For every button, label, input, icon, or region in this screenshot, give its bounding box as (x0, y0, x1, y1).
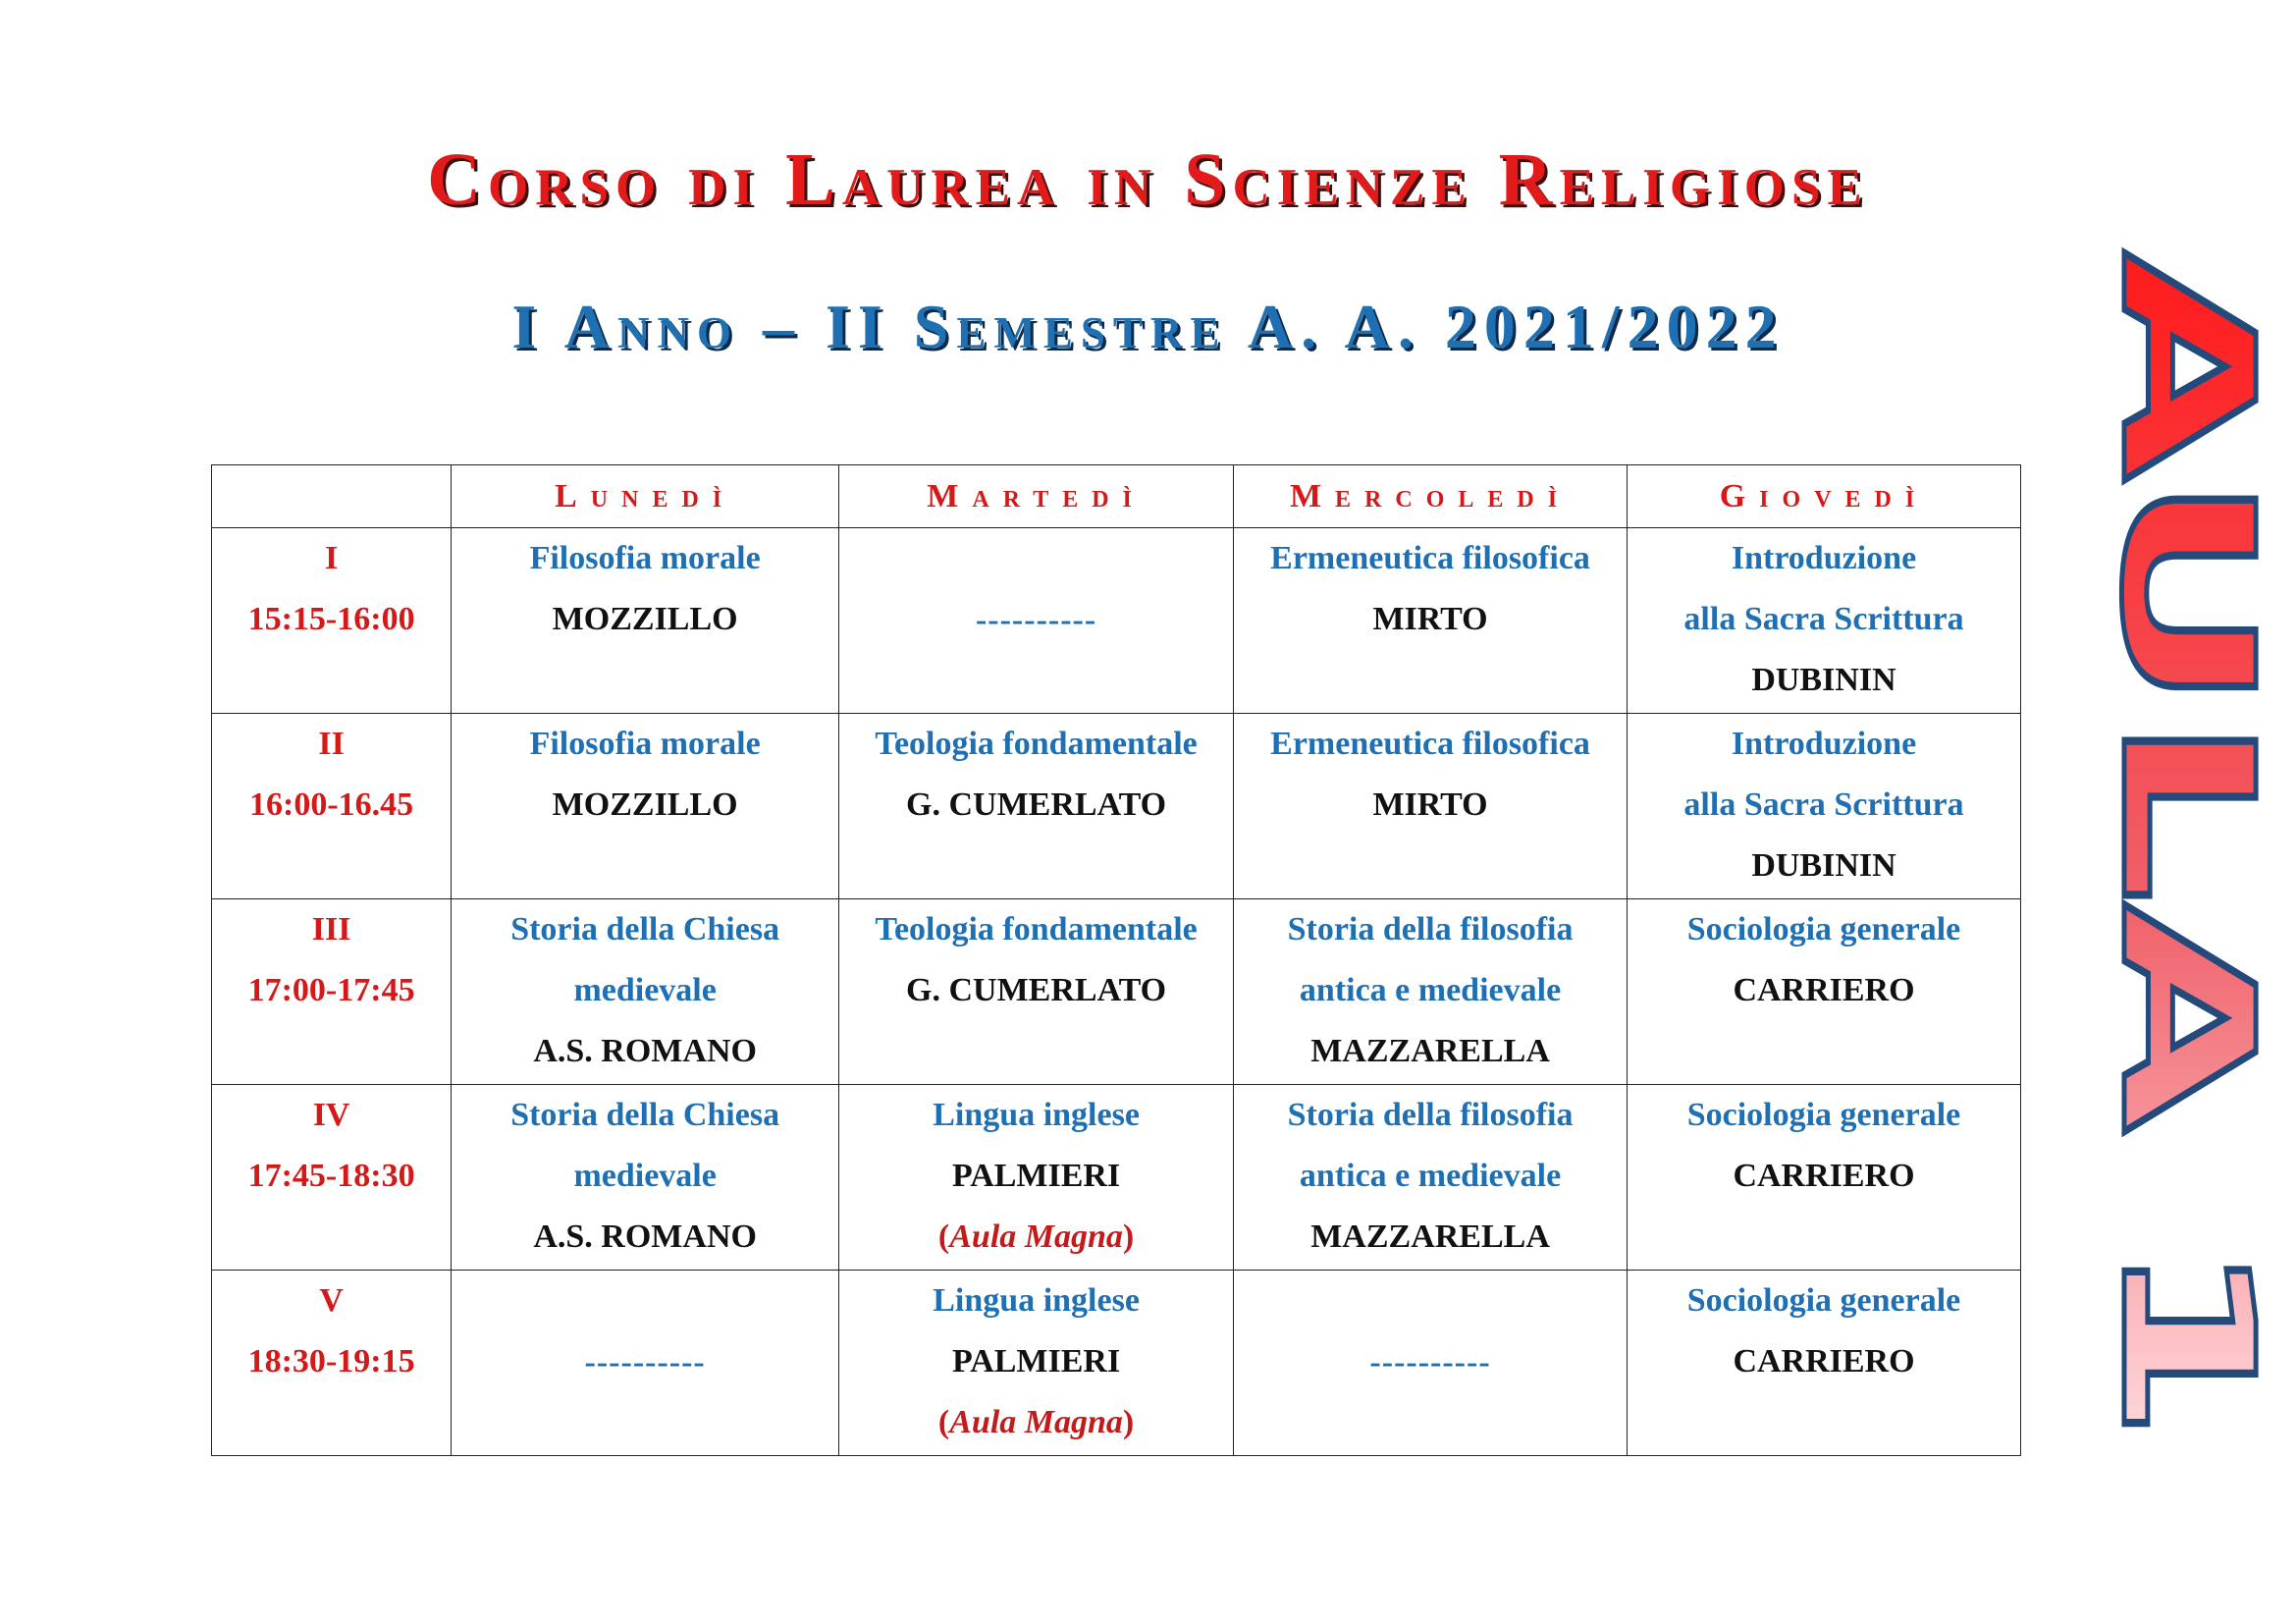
course-subject: Storia della filosofia (1287, 911, 1574, 947)
slot-time: 17:45-18:30 (247, 1158, 415, 1194)
course-cell (1234, 1271, 1628, 1456)
timetable (211, 464, 2021, 1456)
slot-time: 15:15-16:00 (247, 601, 415, 637)
course-professor: MAZZARELLA (1310, 1033, 1550, 1069)
header-day-thursday: Giovedì (1628, 465, 2021, 528)
course-subject: Introduzione (1731, 726, 1917, 762)
course-cell (452, 1085, 839, 1271)
table-row (212, 714, 2021, 899)
course-professor: MOZZILLO (552, 786, 738, 823)
course-subject: Sociologia generale (1686, 911, 1961, 947)
course-professor: A.S. ROMANO (533, 1033, 757, 1069)
slot-cell (212, 1085, 452, 1271)
course-room: (Aula Magna) (937, 1404, 1135, 1440)
aula-vertical-text (2081, 247, 2291, 1447)
table-row (212, 528, 2021, 714)
course-cell (1628, 1271, 2021, 1456)
slot-cell (212, 714, 452, 899)
course-cell (1234, 899, 1628, 1085)
course-subject: Storia della filosofia (1287, 1097, 1574, 1133)
table-row (212, 899, 2021, 1085)
course-subject: Sociologia generale (1686, 1097, 1961, 1133)
empty-slot-dashes: ---------- (975, 602, 1097, 638)
course-cell (1234, 714, 1628, 899)
header-day-wednesday: Mercoledì (1234, 465, 1628, 528)
course-cell (452, 714, 839, 899)
header-day-monday: Lunedì (452, 465, 839, 528)
slot-number: III (311, 911, 351, 947)
course-subject: Storia della Chiesa (510, 1097, 780, 1133)
course-cell (452, 528, 839, 714)
course-subject: alla Sacra Scrittura (1683, 786, 1964, 823)
course-professor: MIRTO (1372, 786, 1488, 823)
course-cell (1234, 528, 1628, 714)
slot-number: I (324, 540, 339, 576)
course-subject: Teologia fondamentale (875, 911, 1198, 947)
slot-cell (212, 528, 452, 714)
course-professor: PALMIERI (951, 1158, 1121, 1194)
course-room: (Aula Magna) (937, 1218, 1135, 1255)
course-cell (452, 899, 839, 1085)
page-subtitle: I Anno – II Semestre A. A. 2021/2022 (511, 292, 1785, 361)
course-subject: Lingua inglese (933, 1282, 1140, 1319)
course-professor: PALMIERI (951, 1343, 1121, 1380)
course-subject: Filosofia morale (529, 726, 761, 762)
header-corner-cell (212, 465, 452, 528)
slot-number: IV (312, 1097, 350, 1133)
course-professor: A.S. ROMANO (533, 1218, 757, 1255)
slot-time: 16:00-16.45 (249, 786, 414, 823)
empty-slot-dashes: ---------- (584, 1344, 706, 1380)
course-room-name: Aula Magna (949, 1404, 1123, 1440)
aula-label (2081, 247, 2291, 1447)
timetable-header-row (212, 465, 2021, 528)
table-row (212, 1085, 2021, 1271)
course-subject: Lingua inglese (933, 1097, 1140, 1133)
course-subject: Ermeneutica filosofica (1270, 726, 1590, 762)
page-title: Corso di Laurea in Scienze Religiose (427, 138, 1869, 221)
course-cell (1628, 528, 2021, 714)
course-cell (839, 714, 1234, 899)
course-subject: Introduzione (1731, 540, 1917, 576)
course-subject: Ermeneutica filosofica (1270, 540, 1590, 576)
course-subject: medievale (573, 1158, 717, 1194)
course-subject: Teologia fondamentale (875, 726, 1198, 762)
course-cell (1628, 899, 2021, 1085)
course-cell (839, 899, 1234, 1085)
course-subject: Filosofia morale (529, 540, 761, 576)
empty-slot-dashes: ---------- (1369, 1344, 1491, 1380)
course-subject: antica e medievale (1299, 1158, 1562, 1194)
course-cell (839, 1085, 1234, 1271)
course-professor: MOZZILLO (552, 601, 738, 637)
slot-number: II (318, 726, 345, 762)
course-cell (1628, 714, 2021, 899)
course-cell (839, 1271, 1234, 1456)
course-subject: Storia della Chiesa (510, 911, 780, 947)
slot-time: 17:00-17:45 (247, 972, 415, 1008)
course-professor: G. CUMERLATO (906, 786, 1167, 823)
course-professor: CARRIERO (1733, 972, 1915, 1008)
course-professor: G. CUMERLATO (906, 972, 1167, 1008)
course-subject: antica e medievale (1299, 972, 1562, 1008)
header-day-tuesday: Martedì (839, 465, 1234, 528)
course-professor: CARRIERO (1733, 1343, 1915, 1380)
course-room-name: Aula Magna (949, 1218, 1123, 1255)
slot-number: V (319, 1282, 344, 1319)
course-cell (1234, 1085, 1628, 1271)
course-professor: MAZZARELLA (1310, 1218, 1550, 1255)
course-professor: DUBININ (1751, 662, 1896, 698)
course-subject: alla Sacra Scrittura (1683, 601, 1964, 637)
aula-text: AULA 1 (2081, 251, 2291, 976)
course-subject: medievale (573, 972, 717, 1008)
course-professor: CARRIERO (1733, 1158, 1915, 1194)
course-subject: Sociologia generale (1686, 1282, 1961, 1319)
course-professor: DUBININ (1751, 847, 1896, 884)
slot-cell (212, 1271, 452, 1456)
slot-time: 18:30-19:15 (247, 1343, 415, 1380)
course-cell (1628, 1085, 2021, 1271)
course-cell (839, 528, 1234, 714)
table-row (212, 1271, 2021, 1456)
slot-cell (212, 899, 452, 1085)
course-professor: MIRTO (1372, 601, 1488, 637)
course-cell (452, 1271, 839, 1456)
